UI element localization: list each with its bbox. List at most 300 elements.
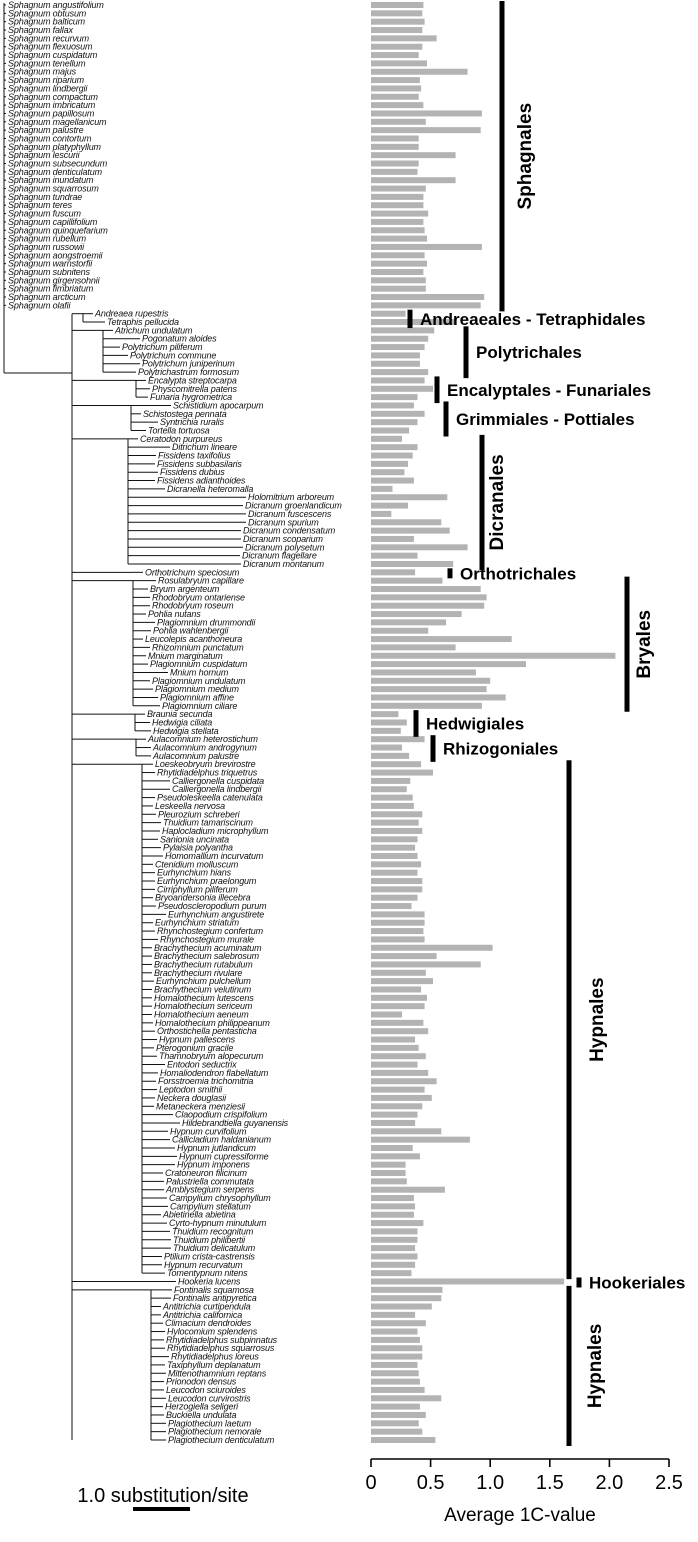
- value-bar: [371, 778, 410, 784]
- species-label: Dicranum flagellare: [242, 550, 317, 561]
- axis-tick-label: 0.5: [416, 1472, 445, 1494]
- value-bar: [371, 1087, 425, 1093]
- species-label: Pseudoscleropodium purum: [158, 901, 267, 912]
- species-label: Sphagnum flexuosum: [8, 41, 93, 52]
- value-bar: [371, 361, 420, 367]
- species-label: Plagiomnium drummondii: [157, 617, 256, 628]
- species-label: Plagiomnium affine: [160, 692, 234, 703]
- value-bar: [371, 828, 422, 834]
- species-label: Hypnum curvifolium: [170, 1126, 247, 1137]
- value-bar: [371, 1370, 419, 1376]
- species-label: Sphagnum balticum: [8, 16, 85, 27]
- value-bar: [371, 344, 425, 350]
- species-label: Hedwigia stellata: [153, 725, 219, 736]
- value-bar: [371, 1178, 407, 1184]
- value-bar: [371, 236, 427, 242]
- species-label: Dicranum scoparium: [243, 533, 323, 544]
- value-bar: [371, 161, 419, 167]
- species-label: Sphagnum subnitens: [8, 266, 90, 277]
- value-bar: [371, 1420, 419, 1426]
- value-bar: [371, 703, 482, 709]
- value-bar: [371, 753, 409, 759]
- species-label: Pseudoleskeella catenulata: [157, 792, 263, 803]
- value-bar: [371, 427, 409, 433]
- species-label: Sphagnum aongstroemii: [8, 250, 103, 261]
- value-bar: [371, 1112, 418, 1118]
- species-label: Hypnum recurvatum: [164, 1259, 243, 1270]
- value-bar: [371, 719, 407, 725]
- species-label: Aulacomnium palustre: [153, 750, 240, 761]
- value-bar: [371, 644, 456, 650]
- value-bar: [371, 986, 421, 992]
- value-bar: [371, 169, 418, 175]
- species-label: Sphagnum palustre: [8, 125, 84, 136]
- species-label: Homalothecium philippeanum: [155, 1017, 270, 1028]
- value-bar: [371, 945, 493, 951]
- value-bar: [371, 661, 526, 667]
- species-label: Sphagnum inundatum: [8, 175, 94, 186]
- species-label: Sphagnum angustifolium: [8, 0, 104, 10]
- value-bar: [371, 1278, 564, 1284]
- species-label: Fissidens dubius: [160, 467, 225, 478]
- species-label: Rhytidiadelphus subpinnatus: [166, 1334, 278, 1345]
- value-bar: [371, 961, 481, 967]
- species-labels: [8, 0, 342, 1445]
- species-label: Dicranum polysetum: [245, 542, 325, 553]
- species-label: Hypnum imponens: [177, 1159, 250, 1170]
- species-label: Plagiothecium laetum: [168, 1418, 252, 1429]
- species-label: Tomentypnum nitens: [167, 1268, 248, 1279]
- species-label: Rhytidiadelphus squarrosus: [167, 1343, 275, 1354]
- species-label: Hypnum jutlandicum: [177, 1142, 256, 1153]
- species-label: Eurhynchium angustirete: [168, 909, 265, 920]
- value-bar: [371, 1028, 428, 1034]
- value-bar: [371, 269, 423, 275]
- species-label: Sphagnum warnstorfii: [8, 258, 93, 269]
- value-bar: [371, 202, 423, 208]
- species-label: Sphagnum teres: [8, 200, 72, 211]
- species-label: Sphagnum rubellum: [8, 233, 86, 244]
- value-bar: [371, 536, 414, 542]
- x-axis-title: Average 1C-value: [444, 1505, 596, 1526]
- species-label: Sphagnum majus: [8, 66, 76, 77]
- value-bar: [371, 377, 425, 383]
- species-label: Andreaea rupestris: [95, 308, 169, 319]
- value-bar: [371, 336, 428, 342]
- value-bar: [371, 544, 468, 550]
- species-label: Hylocomium splendens: [167, 1326, 258, 1337]
- scalebar-line: [133, 1507, 190, 1511]
- value-bar: [371, 669, 476, 675]
- species-label: Sphagnum fimbriatum: [8, 283, 94, 294]
- species-label: Leucolepis acanthoneura: [145, 634, 243, 645]
- species-label: Hypnum pallescens: [159, 1034, 235, 1045]
- axis-tick-label: 0: [365, 1472, 377, 1494]
- species-label: Herzogiella seligeri: [165, 1401, 239, 1412]
- species-label: Cirriphyllum piliferum: [157, 884, 238, 895]
- value-bar: [371, 686, 487, 692]
- species-label: Forsstroemia trichomitria: [158, 1076, 254, 1087]
- species-label: Sphagnum obtusum: [8, 8, 87, 19]
- value-bar: [371, 1062, 418, 1068]
- species-label: Holomitrium arboreum: [248, 492, 335, 503]
- value-bar: [371, 1404, 420, 1410]
- value-bar: [371, 1337, 420, 1343]
- value-bar: [371, 1304, 432, 1310]
- value-bar: [371, 119, 426, 125]
- axis-tick-label: 2.5: [655, 1472, 683, 1494]
- species-label: Brachythecium rutabulum: [154, 959, 253, 970]
- species-label: Plagiothecium nemorale: [168, 1426, 262, 1437]
- species-label: Plagiomnium undulatum: [152, 675, 246, 686]
- species-label: Sanionia uncinata: [160, 834, 230, 845]
- value-bar: [371, 1412, 426, 1418]
- species-label: Sphagnum capillifolium: [8, 216, 98, 227]
- species-label: Brachythecium rivulare: [154, 967, 243, 978]
- species-label: Fissidens subbasilaris: [157, 458, 242, 469]
- value-bar: [371, 1153, 420, 1159]
- species-label: Sphagnum riparium: [8, 75, 84, 86]
- value-bar: [371, 177, 456, 183]
- value-bar: [371, 1429, 422, 1435]
- value-bar: [371, 494, 447, 500]
- value-bar: [371, 503, 408, 509]
- species-label: Bryoandersonia illecebra: [155, 892, 251, 903]
- species-label: Sphagnum lindbergii: [8, 83, 88, 94]
- value-bar: [371, 27, 422, 33]
- value-bar: [371, 728, 401, 734]
- clade-label: Sphagnales: [515, 102, 536, 210]
- value-bar: [371, 1012, 402, 1018]
- axis-tick-label: 1.5: [535, 1472, 564, 1494]
- value-bar: [371, 1137, 470, 1143]
- species-label: Plagiomnium cuspidatum: [150, 659, 248, 670]
- value-bar: [371, 1187, 445, 1193]
- species-label: Physcomitrella patens: [152, 383, 237, 394]
- value-bar: [371, 94, 419, 100]
- species-label: Sphagnum fallax: [8, 25, 73, 36]
- value-bar: [371, 1287, 443, 1293]
- species-label: Campylium stellatum: [170, 1201, 251, 1212]
- value-bar: [371, 561, 453, 567]
- value-bar: [371, 845, 415, 851]
- value-bar: [371, 1312, 415, 1318]
- value-bar: [371, 603, 484, 609]
- species-label: Polytrichum piliferum: [122, 342, 203, 353]
- clade-label: Hypnales: [587, 977, 609, 1062]
- value-bar: [371, 619, 446, 625]
- clade-label: Encalyptales - Funariales: [447, 380, 652, 400]
- value-bar: [371, 2, 423, 8]
- axis-tick-label: 1.0: [476, 1472, 505, 1494]
- species-label: Funaria hygrometrica: [150, 392, 233, 403]
- species-label: Homomallium incurvatum: [165, 850, 264, 861]
- species-label: Plagiomnium ciliare: [162, 700, 238, 711]
- clade-label: Orthotrichales: [460, 564, 577, 584]
- species-label: Calliergonella cuspidata: [172, 775, 264, 786]
- species-label: Eurhynchium pulchellum: [156, 976, 251, 987]
- value-bar: [371, 1103, 422, 1109]
- species-label: Sphagnum tundrae: [8, 191, 83, 202]
- value-bar: [371, 878, 422, 884]
- species-label: Mnium hornum: [170, 667, 229, 678]
- value-bar: [371, 903, 412, 909]
- species-label: Schistostega pennata: [143, 408, 227, 419]
- species-label: Calliergonella lindbergii: [172, 784, 262, 795]
- species-label: Polytrichum commune: [130, 350, 217, 361]
- value-bar: [371, 1379, 420, 1385]
- species-label: Pylaisia polyantha: [163, 842, 233, 853]
- value-bar: [371, 795, 413, 801]
- species-label: Hedwigia ciliata: [152, 717, 213, 728]
- species-label: Thuidium recognitum: [172, 1226, 254, 1237]
- value-bar: [371, 110, 482, 116]
- species-label: Prionodon densus: [166, 1376, 237, 1387]
- value-bar: [371, 227, 425, 233]
- value-bar: [371, 519, 441, 525]
- species-label: Sphagnum compactum: [8, 91, 98, 102]
- species-label: Sphagnum imbricatum: [8, 100, 96, 111]
- species-label: Homaliodendron flabellatum: [160, 1067, 269, 1078]
- value-bar: [371, 895, 418, 901]
- species-label: Tetraphis pellucida: [107, 317, 179, 328]
- value-bar: [371, 52, 419, 58]
- value-bar: [371, 1162, 406, 1168]
- value-bar: [371, 594, 487, 600]
- species-label: Dicranum montanum: [243, 558, 324, 569]
- species-label: Pogonatum aloides: [142, 333, 217, 344]
- value-bar: [371, 911, 425, 917]
- value-bar: [371, 1329, 418, 1335]
- value-bar: [371, 402, 414, 408]
- clade-label: Hypnales: [585, 1323, 606, 1409]
- species-label: Thuidium tamariscinum: [163, 817, 253, 828]
- species-label: Thuidium philibertii: [173, 1234, 246, 1245]
- value-bar: [371, 853, 418, 859]
- species-label: Brachythecium acuminatum: [154, 942, 262, 953]
- clade-label: Hedwigiales: [426, 714, 525, 734]
- value-bar: [371, 352, 420, 358]
- value-bar: [371, 1237, 418, 1243]
- value-bar: [371, 694, 506, 700]
- species-label: Syntrichia ruralis: [160, 417, 224, 428]
- value-bar: [371, 886, 422, 892]
- species-label: Buckiella undulata: [166, 1409, 237, 1420]
- species-label: Entodon seductrix: [167, 1059, 237, 1070]
- species-label: Dicranum condensatum: [243, 525, 336, 536]
- species-label: Braunia secunda: [147, 709, 213, 720]
- value-bar: [371, 244, 482, 250]
- value-bar: [371, 936, 425, 942]
- species-label: Campylium chrysophyllum: [169, 1193, 271, 1204]
- value-bar: [371, 85, 421, 91]
- species-label: Atrichum undulatum: [115, 325, 193, 336]
- value-bar: [371, 436, 402, 442]
- value-bar: [371, 1203, 415, 1209]
- value-bar: [371, 302, 481, 308]
- value-bar: [371, 1128, 441, 1134]
- value-bar: [371, 444, 418, 450]
- species-label: Eurhynchium praelongum: [157, 876, 257, 887]
- value-bar: [371, 369, 428, 375]
- species-label: Sphagnum arcticum: [8, 292, 86, 303]
- value-bar: [371, 152, 456, 158]
- species-label: Climacium dendroides: [165, 1318, 252, 1329]
- species-label: Orthotrichum speciosum: [145, 567, 240, 578]
- value-bar: [371, 1362, 418, 1368]
- value-bar: [371, 1354, 422, 1360]
- value-bar: [371, 678, 490, 684]
- species-label: Bryum argenteum: [150, 584, 220, 595]
- species-label: Haplocladium microphyllum: [162, 825, 269, 836]
- species-label: Amblystegium serpens: [166, 1184, 255, 1195]
- species-label: Pohlia wahlenbergii: [153, 625, 229, 636]
- species-label: Pohlia nutans: [148, 609, 201, 620]
- species-label: Homalothecium lutescens: [154, 992, 254, 1003]
- species-label: Pleurozium schreberi: [158, 809, 240, 820]
- value-bar: [371, 553, 418, 559]
- species-label: Rosulabryum capillare: [158, 575, 244, 586]
- value-bar: [371, 453, 413, 459]
- value-bar: [371, 194, 423, 200]
- species-label: Leptodon smithii: [159, 1084, 223, 1095]
- value-bar: [371, 511, 391, 517]
- species-label: Pterogonium gracile: [156, 1042, 234, 1053]
- species-label: Ceratodon purpureus: [140, 433, 223, 444]
- species-label: Callicladium haldanianum: [172, 1134, 271, 1145]
- value-bar: [371, 1070, 428, 1076]
- species-label: Homalothecium sericeum: [154, 1001, 253, 1012]
- species-label: Sphagnum recurvum: [8, 33, 89, 44]
- value-bar: [371, 419, 418, 425]
- value-bar: [371, 995, 427, 1001]
- value-bar: [371, 1295, 441, 1301]
- species-label: Sphagnum cuspidatum: [8, 50, 98, 61]
- species-label: Sphagnum magellanicum: [8, 116, 107, 127]
- value-bar: [371, 870, 418, 876]
- species-label: Sphagnum tenellum: [8, 58, 86, 69]
- value-bar: [371, 127, 481, 133]
- species-label: Rhynchostegium confertum: [157, 926, 263, 937]
- value-bar: [371, 469, 404, 475]
- species-label: Mittenothamnium reptans: [168, 1368, 267, 1379]
- value-bar: [371, 60, 427, 66]
- species-label: Thamnobryum alopecurum: [159, 1051, 264, 1062]
- species-label: Rhodobryum ontariense: [152, 592, 245, 603]
- species-label: Hildebrandtiella guyanensis: [182, 1117, 289, 1128]
- species-label: Thuidium delicatulum: [173, 1243, 256, 1254]
- value-bar: [371, 35, 437, 41]
- value-bar: [371, 928, 423, 934]
- value-bar: [371, 1078, 437, 1084]
- value-bar: [371, 1437, 435, 1443]
- species-label: Orthostichella pentasticha: [157, 1026, 257, 1037]
- species-label: Leucodon curvirostris: [168, 1393, 251, 1404]
- species-label: Sphagnum quinquefarium: [8, 225, 108, 236]
- species-label: Sphagnum contortum: [8, 133, 92, 144]
- value-bar: [371, 1320, 426, 1326]
- value-bar: [371, 44, 422, 50]
- value-bar: [371, 1212, 414, 1218]
- species-label: Eurhynchium hians: [157, 867, 231, 878]
- value-bar: [371, 1053, 426, 1059]
- value-bar: [371, 1145, 413, 1151]
- species-label: Leskeella nervosa: [155, 800, 225, 811]
- value-bar: [371, 261, 427, 267]
- species-label: Sphagnum russowii: [8, 241, 84, 252]
- value-bar: [371, 1195, 414, 1201]
- value-bar: [371, 211, 428, 217]
- species-label: Antitrichia californica: [163, 1309, 243, 1320]
- clade-label: Bryales: [634, 609, 655, 679]
- value-bar: [371, 294, 484, 300]
- species-label: Mnium marginatum: [148, 650, 223, 661]
- species-label: Fissidens adianthoides: [157, 475, 246, 486]
- value-bar: [371, 77, 420, 83]
- species-label: Rhizomnium punctatum: [152, 642, 244, 653]
- value-bar: [371, 486, 393, 492]
- value-bar: [371, 578, 443, 584]
- species-label: Sphagnum fuscum: [8, 208, 81, 219]
- value-bar: [371, 820, 419, 826]
- species-label: Rhytidiadelphus triquetrus: [157, 767, 258, 778]
- value-bar: [371, 411, 425, 417]
- species-label: Ctenidium molluscum: [155, 859, 239, 870]
- x-axis: [365, 1459, 682, 1494]
- species-label: Rhynchostegium murale: [160, 934, 254, 945]
- value-bar: [371, 970, 426, 976]
- scalebar-label: 1.0 substitution/site: [77, 1485, 249, 1507]
- value-bar: [371, 736, 425, 742]
- species-label: Aulacomnium androgynum: [153, 742, 257, 753]
- value-bar: [371, 1095, 432, 1101]
- value-bar: [371, 1262, 415, 1268]
- value-bar: [371, 586, 481, 592]
- value-bar: [371, 628, 428, 634]
- value-bar: [371, 386, 433, 392]
- value-bar: [371, 252, 425, 258]
- species-label: Sphagnum subsecundum: [8, 158, 108, 169]
- species-label: Fontinalis squamosa: [174, 1284, 254, 1295]
- species-label: Brachythecium velutinum: [154, 984, 252, 995]
- value-bar: [371, 394, 418, 400]
- species-label: Loeskeobryum brevirostre: [155, 759, 256, 770]
- value-bar: [371, 770, 433, 776]
- value-bar: [371, 144, 419, 150]
- species-label: Sphagnum girgensohnii: [8, 275, 100, 286]
- clade-label: Hookeriales: [589, 1273, 686, 1293]
- species-label: Taxiphyllum deplanatum: [167, 1359, 261, 1370]
- value-bar: [371, 745, 402, 751]
- value-bar: [371, 1270, 412, 1276]
- value-bar: [371, 10, 422, 16]
- species-label: Homalothecium aeneum: [154, 1009, 249, 1020]
- value-bar: [371, 1045, 419, 1051]
- species-label: Tortella tortuosa: [148, 425, 210, 436]
- value-bar: [371, 803, 414, 809]
- value-bar: [371, 711, 398, 717]
- species-label: Dicranella heteromalla: [167, 483, 254, 494]
- value-bar: [371, 19, 425, 25]
- value-bar: [371, 1387, 425, 1393]
- value-bar: [371, 786, 407, 792]
- clade-label: Andreaeales - Tetraphidales: [420, 309, 646, 329]
- value-bar: [371, 611, 462, 617]
- clade-label: Polytrichales: [476, 343, 582, 363]
- value-bar: [371, 1120, 415, 1126]
- species-label: Plagiomnium medium: [155, 684, 239, 695]
- species-label: Sphagnum platyphyllum: [8, 141, 101, 152]
